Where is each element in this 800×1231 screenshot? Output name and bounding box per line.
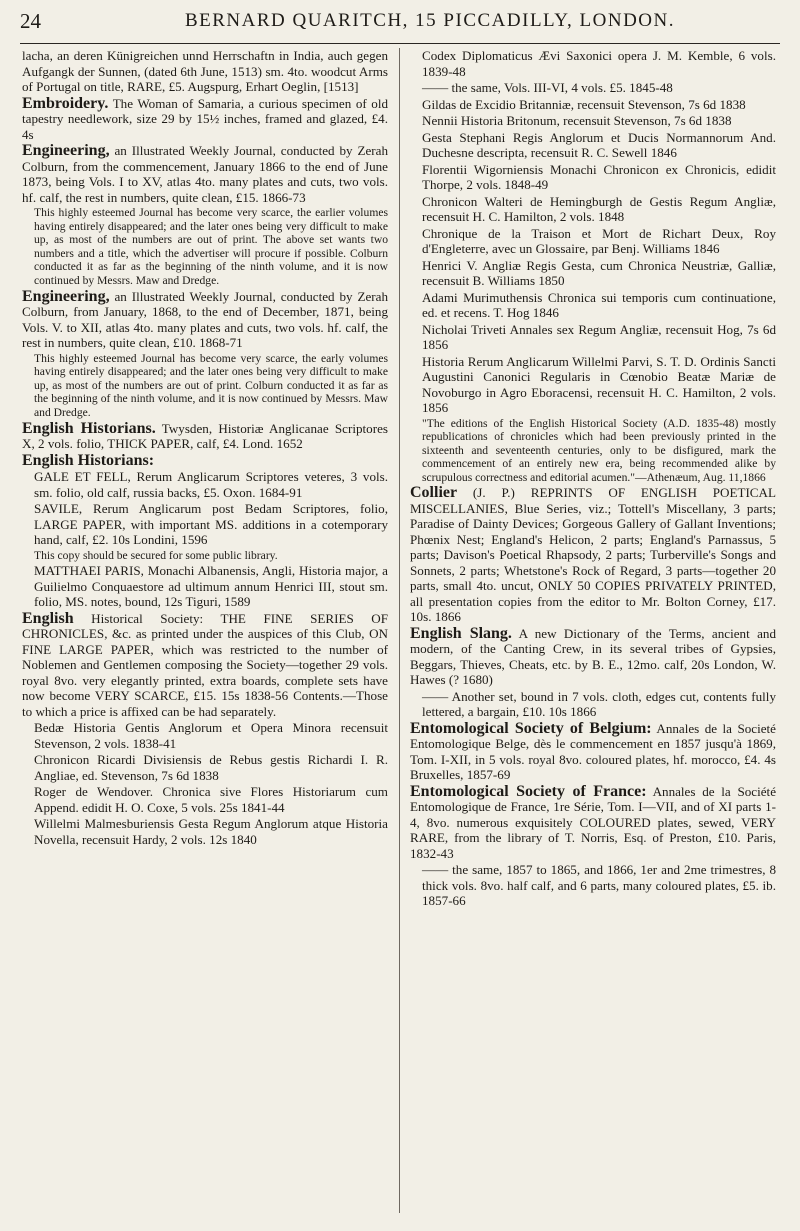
catalogue-entry	[410, 80, 776, 96]
entry-text: —— the same, 1857 to 1865, and 1866, 1er and 2me trimestres, 8 thick vols. 8vo. half calf, and 6 parts, many coloured plates, £5. ib. 1857-66	[422, 862, 776, 909]
entry-headword: Collier	[410, 484, 458, 502]
catalogue-entry	[410, 862, 776, 909]
entry-text: Chronicon Ricardi Divisiensis de Rebus gestis Richardi I. R. Angliae, ed. Stevenson, 7s 6d 1838	[34, 752, 388, 783]
catalogue-entry	[22, 453, 388, 469]
running-head: BERNARD QUARITCH, 15 PICCADILLY, LONDON.	[184, 10, 675, 31]
catalogue-entry	[22, 784, 388, 815]
catalogue-entry	[410, 689, 776, 720]
entry-note	[22, 549, 388, 563]
entry-text: Codex Diplomaticus Ævi Saxonici opera J. M. Kemble, 6 vols. 1839-48	[422, 48, 776, 79]
entry-text: MATTHAEI PARIS, Monachi Albanensis, Angli, Historia major, a Guilielmo Conquaestore ad ultimum annum Henrici III, stout sm. folio, MS. notes, bound, 12s Tiguri, 1589	[34, 563, 388, 610]
entry-headword: Engineering,	[22, 142, 110, 159]
entry-text: This highly esteemed Journal has become very scarce, the earlier volumes having entirely disappeared; and the later ones being very difficult to make up, as most of the numbers are out of print. The above set wants two numbers and a title, which the advertiser will procure if possible. Colburn conducted it as far as the beginning of the ninth volume, and it is now continued by Messrs. Maw and Dredge.	[34, 206, 388, 287]
catalogue-entry	[410, 322, 776, 353]
entry-text: Roger de Wendover. Chronica sive Flores Historiarum cum Append. edidit H. O. Coxe, 5 vols. 25s 1841-44	[34, 784, 388, 815]
catalogue-entry	[22, 816, 388, 847]
catalogue-entry	[410, 354, 776, 416]
catalogue-entry	[22, 752, 388, 783]
entry-headword: Embroidery.	[22, 94, 109, 112]
entry-headword: English Historians:	[22, 451, 155, 469]
catalogue-entry	[22, 96, 388, 143]
entry-note	[22, 206, 388, 288]
entry-text: SAVILE, Rerum Anglicarum post Bedam Scriptores, folio, LARGE PAPER, with important MS. additions in a cotemporary hand, calf, £2. 10s Londini, 1596	[34, 501, 388, 548]
entry-note	[410, 417, 776, 485]
entry-note	[22, 352, 388, 420]
entry-headword: English Historians.	[22, 419, 156, 437]
entry-text: Gildas de Excidio Britanniæ, recensuit Stevenson, 7s 6d 1838	[422, 96, 746, 112]
right-column	[410, 48, 776, 1218]
entry-text: The Woman of Samaria, a curious specimen of old tapestry needlework, size 29 by 15½ inches, framed and glazed, £4. 4s	[22, 95, 388, 142]
catalogue-entry	[410, 162, 776, 193]
entry-headword: Entomological Society of France:	[410, 782, 647, 800]
entry-text: Bedæ Historia Gentis Anglorum et Opera Minora recensuit Stevenson, 2 vols. 1838-41	[34, 720, 388, 751]
catalogue-entry	[410, 626, 776, 688]
page-header	[20, 0, 780, 42]
catalogue-entry	[410, 130, 776, 161]
catalogue-entry	[22, 720, 388, 751]
catalogue-entry	[22, 563, 388, 610]
header-rule	[20, 43, 780, 44]
entry-headword: English	[22, 609, 74, 627]
entry-text: "The editions of the English Historical Society (A.D. 1835-48) mostly republications of chronicles which had been previously printed in the sixteenth and seventeenth centuries, only to be disfigured, mark the commencement of an entirely new era, being recommended alike by scrupulous correctness and editorial acumen."—Athenæum, Aug. 11,1866	[422, 416, 776, 484]
entry-text: Nennii Historia Britonum, recensuit Stevenson, 7s 6d 1838	[422, 113, 732, 128]
entry-text: Adami Murimuthensis Chronica sui temporis cum continuatione, ed. et recens. T. Hog 1846	[422, 289, 776, 320]
catalogue-entry	[22, 289, 388, 351]
catalogue-entry	[410, 485, 776, 625]
entry-text: an Illustrated Weekly Journal, conducted by Zerah Colburn, from the commencement, January 1866 to the end of June 1873, being Vols. I to XV, atlas 4to. many plates and cuts, two vols. hf. calf, the rest in numbers, quite clean, £15. 1866-73	[22, 143, 388, 205]
catalogue-entry	[22, 143, 388, 205]
entry-text: Willelmi Malmesburiensis Gesta Regum Anglorum atque Historia Novella, recensuit Hardy, 2 vols. 12s 1840	[34, 816, 388, 847]
entry-text: (J. P.) REPRINTS OF ENGLISH POETICAL MISCELLANIES, Blue Series, viz.; Tottell's Miscellany, 3 parts; Paradise of Dainty Devices; Gorgeous Gallery of Gallant Inventions; Phœnix Nest; England's Helicon, 2 parts; England's Parnassus, 5 parts; Davison's Poetical Rhapsody, 2 parts; Turberville's Songs and Sonnets, 2 parts; Whetstone's Rock of Regard, 3 parts—together 20 parts, small 4to. uncut, ONLY 50 COPIES PRIVATELY PRINTED, all presentation copies from the editor to Mr. Bolton Corney, £17. 10s. 1866	[410, 485, 776, 625]
entry-text: an Illustrated Weekly Journal, conducted by Zerah Colburn, from January, 1868, to the end of December, 1871, being Vols. V. to XII, atlas 4to. many plates and cuts, two vols. hf. calf, the rest in numbers, quite clean, £10. 1868-71	[22, 288, 388, 351]
entry-headword: Entomological Society of Belgium:	[410, 719, 652, 737]
catalogue-entry	[410, 97, 776, 113]
entry-text: lacha, an deren Künigreichen unnd Herrschaftn in India, auch gegen Aufgangk der Sunnen, (dated 6th June, 1513) sm. 4to. woodcut Arms of Portugal on title, RARE, £5. Augspurg, Erhart Oeglin, [1513]	[22, 48, 388, 94]
entry-text: This copy should be secured for some public library.	[34, 548, 278, 562]
catalogue-entry	[410, 721, 776, 783]
entry-text: Twysden, Historiæ Anglicanae Scriptores X, 2 vols. folio, THICK PAPER, calf, £4. Lond. 1652	[22, 420, 388, 452]
entry-text: This highly esteemed Journal has become very scarce, the early volumes having entirely disappeared; and the later ones being very difficult to make up, as most of the numbers are out of print. Colburn conducted it as far as the beginning of the ninth volume, and it is now continued by Messrs. Maw and Dredge.	[34, 351, 388, 419]
entry-text: Historia Rerum Anglicarum Willelmi Parvi, S. T. D. Ordinis Sancti Augustini Canonici Regularis in Cœnobio Beatæ Mariæ de Novoburgo in Agro Eboracensi, recensuit H. C. Hamilton, 2 vols. 1856	[422, 353, 776, 415]
entry-text: Gesta Stephani Regis Anglorum et Ducis Normannorum And. Duchesne descripta, recensuit R. C. Sewell 1846	[422, 129, 776, 160]
left-column	[22, 48, 388, 1218]
catalogue-entry	[410, 113, 776, 129]
entry-text: Chronique de la Traison et Mort de Richart Deux, Roy d'Engleterre, avec un Glossaire, par Benj. Williams 1846	[422, 225, 776, 256]
entry-text: Annales de la Societé Entomologique Belge, dès le commencement en 1857 jusqu'à 1869, Tom. I-XII, in 5 vols. royal 8vo. coloured plates, hf. morocco, £4. 4s Bruxelles, 1857-69	[410, 720, 776, 783]
entry-text: Annales de la Société Entomologique de France, 1re Série, Tom. I—VII, and of XI parts 1-4, 8vo. numerous exquisitely COLOURED plates, sewed, VERY RARE, from the library of T. Norris, Esq. of Preston, £10. Paris, 1832-43	[410, 783, 776, 861]
entry-text: Henrici V. Angliæ Regis Gesta, cum Chronica Neustriæ, Galliæ, recensuit B. Williams 1850	[422, 257, 776, 288]
entry-text: GALE ET FELL, Rerum Anglicarum Scriptores veteres, 3 vols. sm. folio, old calf, russia backs, £5. Oxon. 1684-91	[34, 469, 388, 500]
entry-text: —— Another set, bound in 7 vols. cloth, edges cut, contents fully lettered, a bargain, £10. 10s 1866	[422, 688, 776, 720]
catalogue-entry	[410, 48, 776, 79]
entry-text: —— the same, Vols. III-VI, 4 vols. £5. 1845-48	[422, 80, 673, 95]
catalogue-entry	[22, 611, 388, 720]
column-divider	[399, 48, 400, 1213]
entry-text: Florentii Wigorniensis Monachi Chronicon ex Chronicis, edidit Thorpe, 2 vols. 1848-49	[422, 161, 776, 192]
entry-text: Nicholai Triveti Annales sex Regum Angliæ, recensuit Hog, 7s 6d 1856	[422, 321, 776, 352]
catalogue-entry	[410, 226, 776, 257]
catalogue-entry	[22, 48, 388, 95]
entry-text: A new Dictionary of the Terms, ancient and modern, of the Canting Crew, in its several tribes of Gypsies, Beggars, Thieves, Cheats, etc. by B. E., 12mo. calf, 20s London, W. Hawes (? 1680)	[410, 625, 776, 688]
entry-text: Historical Society: THE FINE SERIES OF CHRONICLES, &c. as printed under the auspices of this Club, ON FINE LARGE PAPER, which was restricted to the number of Noblemen and Gentlemen composing the Society—together 29 vols. royal 8vo. very elegantly printed, extra boards, complete sets have now become VERY SCARCE, £15. 15s 1838-56 Contents.—Those to which a price is affixed can be had separately.	[22, 610, 388, 719]
catalogue-entry	[22, 469, 388, 500]
entry-text: Chronicon Walteri de Hemingburgh de Gestis Regum Angliæ, recensuit H. C. Hamilton, 2 vols. 1848	[422, 193, 776, 224]
entry-headword: English Slang.	[410, 624, 512, 642]
catalogue-entry	[410, 784, 776, 862]
catalogue-entry	[410, 290, 776, 321]
entry-headword: Engineering,	[22, 287, 110, 305]
page-number: 24	[20, 8, 41, 33]
catalogue-entry	[410, 194, 776, 225]
catalogue-entry	[22, 501, 388, 548]
catalogue-entry	[410, 258, 776, 289]
catalogue-entry	[22, 421, 388, 452]
